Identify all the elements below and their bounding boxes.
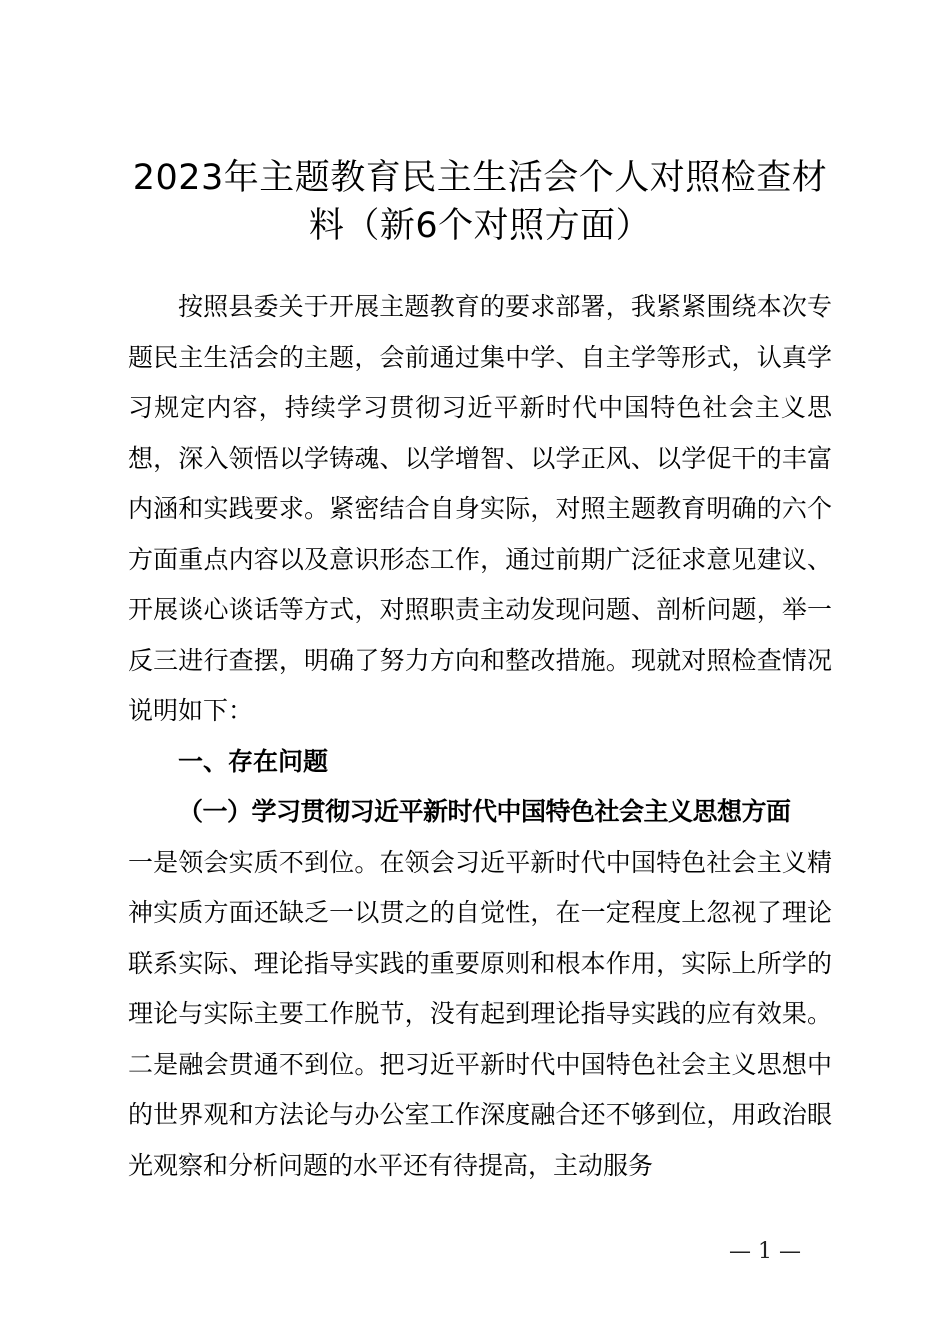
subsection-heading: （一）学习贯彻习近平新时代中国特色社会主义思想方面 <box>178 797 791 826</box>
page-number: — 1 — <box>729 1239 801 1264</box>
body-paragraph: 一是领会实质不到位。在领会习近平新时代中国特色社会主义精神实质方面还缺乏一以贯之的自觉性，在一定程度上忽视了理论联系实际、理论指导实践的重要原则和根本作用，实际上所学的理论与实际主要工作脱节，没有起到理论指导实践的应有效果。二是融会贯通不到位。把习近平新时代中国特色社会主义思想中的世界观和方法论与办公室工作深度融合还不够到位，用政治眼光观察和分析问题的水平还有待提高，主动服务 <box>128 847 832 1180</box>
intro-paragraph: 按照县委关于开展主题教育的要求部署，我紧紧围绕本次专题民主生活会的主题，会前通过集中学、自主学等形式，认真学习规定内容，持续学习贯彻习近平新时代中国特色社会主义思想，深入领悟以学铸魂、以学增智、以学正风、以学促干的丰富内涵和实践要求。紧密结合自身实际，对照主题教育明确的六个方面重点内容以及意识形态工作，通过前期广泛征求意见建议、开展谈心谈话等方式，对照职责主动发现问题、剖析问题，举一反三进行查摆，明确了努力方向和整改措施。现就对照检查情况说明如下： <box>128 292 832 725</box>
document-title: 2023年主题教育民主生活会个人对照检查材料（新6个对照方面） <box>132 158 828 246</box>
document-body <box>128 282 832 1191</box>
section-heading: 一、存在问题 <box>178 746 329 776</box>
